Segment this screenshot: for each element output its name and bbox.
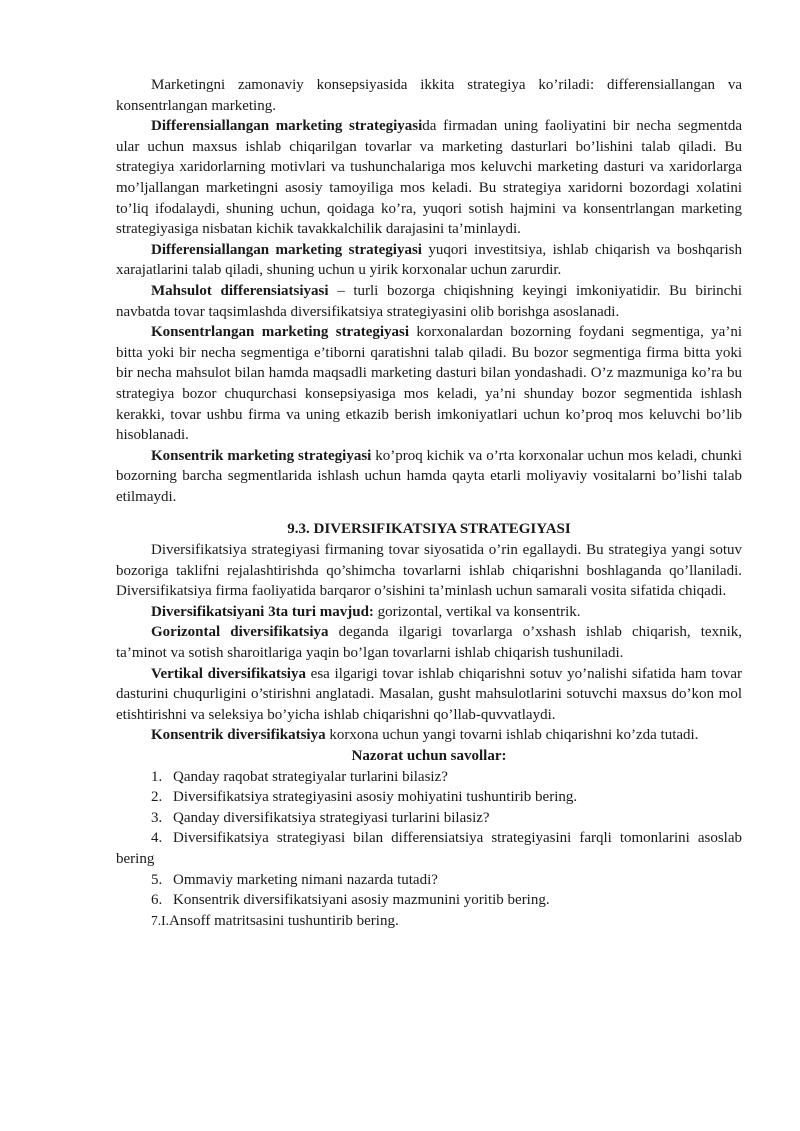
list-item: 3. Qanday diversifikatsiya strategiyasi turlarini bilasiz? — [151, 809, 490, 826]
paragraph-differentiated-2: Differensiallangan marketing strategiyasi yuqori investitsiya, ishlab chiqarish va boshqarish xarajatlarini talab qiladi, shuning uchun u yirik korxonalar uchun zarurdir. — [116, 241, 742, 279]
paragraph-concentrated: Konsentrlangan marketing strategiyasi korxonalardan bozorning foydani segmentiga, ya’ni bitta yoki bir necha segmentiga e’tiborni qaratishni talab qiladi. Bu bozor segmentiga firma bitta yoki bir necha mahsulot bilan hamda maqsadli marketing dasturi bilan yondashadi. O’z mazmuniga ko’ra bu strategiya bozor chuqurchasi konsepsiyasiga mos keladi, ya’ni shunday bozor segmentida ishlash kerakki, tovar ushbu firma va uning etkazib berish imkoniyatlari uchun ko’proq mos keluvchi bo’lib hisoblanadi. — [116, 324, 742, 444]
list-item: 1. Qanday raqobat strategiyalar turlarini bilasiz? — [151, 768, 448, 785]
paragraph-intro: Marketingni zamonaviy konsepsiyasida ikkita strategiya ko’riladi: differensiallangan va konsentrlangan marketing. — [116, 77, 742, 114]
list-item: 6. Konsentrik diversifikatsiyani asosiy mazmunini yoritib bering. — [151, 892, 550, 909]
paragraph-differentiated-1: Differensiallangan marketing strategiyasida firmadan uning faoliyatini bir necha segmentda ular uchun maxsus ishlab chiqarilgan tovarlar va marketing dasturlari bo’lishini talab qiladi. Bu strategiya xaridorlarning motivlari va tushunchalariga mos keluvchi marketing dasturi va xaridorlarga mo’ljallangan marketingni asosiy tamoyiliga mos keladi. Bu strategiya xaridorni bozordagi xolatini to’liq ifodalaydi, shuning uchun, qoidaga ko’ra, yuqori sotish hajmini va konsentrlangan marketing strategiyasiga nisbatan kichik tavakkalchilik darajasini ta’minlaydi. — [116, 118, 742, 238]
term-bold: Konsentrik diversifikatsiya — [151, 727, 326, 744]
paragraph-diversification-types: Diversifikatsiyani 3ta turi mavjud: gorizontal, vertikal va konsentrik. — [151, 603, 581, 620]
paragraph-concentric-diversification: Konsentrik diversifikatsiya korxona uchun yangi tovarni ishlab chiqarishni ko’zda tutadi. — [151, 727, 699, 744]
questions-list — [116, 767, 742, 932]
list-item: 2. Diversifikatsiya strategiyasini asosiy mohiyatini tushuntirib bering. — [151, 789, 578, 806]
list-item: 7.I.Ansoff matritsasini tushuntirib bering. — [151, 912, 399, 929]
paragraph-concentric: Konsentrik marketing strategiyasi ko’proq kichik va o’rta korxonalar uchun mos keladi, chunki bozorning barcha segmentlarida ishlash uchun hamda qayta etarli moliyaviy vositalarni bo’lishi talab etilmaydi. — [116, 447, 742, 505]
list-item: 4. Diversifikatsiya strategiyasi bilan differensiatsiya strategiyasini farqli tomonlarini asoslab bering — [116, 830, 742, 867]
term-bold: Konsentrlangan marketing strategiyasi — [151, 324, 410, 341]
questions-title: Nazorat uchun savollar: — [351, 748, 507, 764]
term-bold: Vertikal diversifikatsiya — [151, 665, 306, 682]
paragraph-vertical: Vertikal diversifikatsiya esa ilgarigi tovar ishlab chiqarishni sotuv yo’nalishi sifatida ham tovar dasturini chuqurligini o’stirishni anglatadi. Masalan, gusht mahsulotlarini sotuvchi maxsus do’kon mol etishtirishni va seleksiya bo’yicha ishlab chiqarishni qo’llab-quvvatlaydi. — [116, 665, 743, 723]
term-bold: Gorizontal diversifikatsiya — [151, 624, 329, 641]
term-bold: Differensiallangan marketing strategiyasi — [151, 118, 423, 135]
term-bold: Mahsulot differensiatsiyasi — [151, 282, 329, 299]
section-title: 9.3. DIVERSIFIKATSIYA STRATEGIYASI — [287, 521, 571, 538]
term-bold: Diversifikatsiyani 3ta turi mavjud: — [151, 603, 374, 620]
term-bold: Konsentrik marketing strategiyasi — [151, 447, 372, 464]
paragraph-diversification-intro: Diversifikatsiya strategiyasi firmaning tovar siyosatida o’rin egallaydi. Bu strategiya yangi sotuv bozoriga taklifni rejalashtirishda qo’shimcha tovarlarni ishlab chiqarishni boshlaganda qo’llaniladi. Diversifikatsiya firma faoliyatida barqaror o’sishini ta’minlash uchun samarali vosita sifatida chiqadi. — [116, 542, 742, 600]
term-bold: Differensiallangan marketing strategiyasi — [151, 241, 422, 258]
list-item: 5. Ommaviy marketing nimani nazarda tutadi? — [151, 871, 438, 888]
paragraph-horizontal: Gorizontal diversifikatsiya deganda ilgarigi tovarlarga o’xshash ishlab chiqarish, texnik, ta’minot va sotish sharoitlariga yaqin bo’lgan tovarlarni ishlab chiqarish tushuniladi. — [116, 624, 742, 662]
paragraph-product-differentiation: Mahsulot differensiatsiyasi – turli bozorga chiqishning keyingi imkoniyatidir. Bu birinchi navbatda tovar taqsimlashda diversifikatsiya strategiyasini olib borishga asoslanadi. — [116, 282, 742, 320]
